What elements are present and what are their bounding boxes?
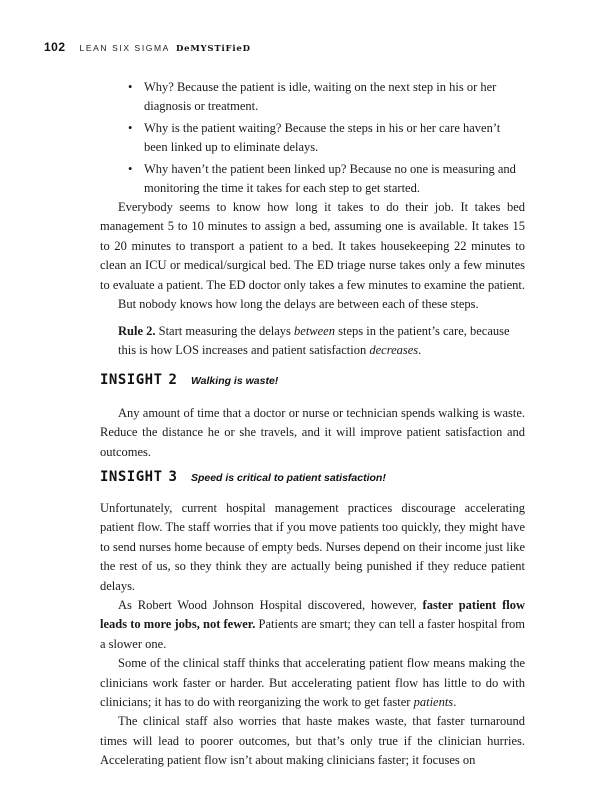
bullet-icon: • [128, 161, 133, 176]
paragraph [100, 654, 525, 712]
insight-keyword: INSIGHT [100, 372, 163, 388]
insight-2-heading [100, 372, 278, 388]
paragraph: But nobody knows how long the delays are between each of these steps. [118, 297, 479, 312]
paragraph: Any amount of time that a doctor or nurse or technician spends walking is waste. Reduce the distance he or she travels, and it will improve patient satisfaction and outcomes. [100, 406, 525, 459]
bullet-icon: • [128, 80, 133, 94]
rule-label: Rule 2. [118, 324, 156, 338]
bullet-list [100, 78, 525, 200]
insight-3-heading [100, 469, 386, 485]
bullet-text: Why is the patient waiting? Because the steps in his or her care haven’t been linked up to eliminate delays. [144, 120, 501, 155]
insight-number: 3 [168, 469, 177, 485]
paragraph: Everybody seems to know how long it takes to do their job. It takes bed management 5 to 10 minutes to assign a bed, assuming one is available. It takes 15 to 20 minutes to transport a patient to a bed. It takes housekeeping 22 minutes to clean an ICU or medical/surgical bed. The ED triage nurse takes only a few minutes to evaluate a patient. The ED doctor only takes a few minutes to examine the patient. [100, 200, 525, 292]
insight-subtitle: Walking is waste! [190, 375, 279, 387]
book-series: DeMYSTiFieD [175, 44, 251, 54]
paragraph-text: . [453, 695, 457, 710]
body-section-1 [100, 198, 525, 314]
rule-emphasis: decreases [369, 343, 419, 358]
paragraph-text: Patients are smart; they can tell a faster hospital from a slower one. [100, 617, 525, 651]
rule-emphasis: between [294, 324, 335, 338]
book-title: LEAN SIX SIGMA [79, 43, 170, 53]
paragraph: Unfortunately, current hospital management practices discourage accelerating patient flow. The staff worries that if you move patients too quickly, they might have to send nurses home because of empty beds. Nurses depend on their income just like the rest of us, so they think they are actually being punished if they reduce patient delays. [100, 501, 525, 593]
insight-3-body [100, 499, 525, 771]
list-item [100, 78, 525, 117]
bullet-text: Why haven’t the patient been linked up? Because no one is measuring and monitoring the time it takes for each step to get started. [144, 161, 516, 196]
paragraph [100, 596, 525, 654]
insight-keyword: INSIGHT [100, 469, 163, 485]
rule-text: Start measuring the delays [155, 324, 295, 338]
paragraph-text: Some of the clinical staff thinks that accelerating patient flow means making the clinicians work faster or harder. But accelerating patient flow has little to do with clinicians; it has to do with reorganizing the work to get faster [100, 656, 525, 710]
rule-text: . [418, 343, 422, 358]
list-item [100, 119, 525, 158]
insight-subtitle: Speed is critical to patient satisfaction! [190, 472, 386, 484]
insight-number: 2 [168, 372, 177, 388]
paragraph-emphasis: patients [413, 695, 454, 710]
page-number: 102 [44, 40, 66, 54]
paragraph: The clinical staff also worries that haste makes waste, that faster turnaround times will lead to poorer outcomes, but that’s only true if the clinician hurries. Accelerating patient flow isn’t about making clinicians faster; it focuses on [100, 714, 525, 768]
bullet-icon: • [128, 120, 133, 135]
rule-2 [118, 322, 525, 361]
running-head [44, 40, 251, 56]
rule-text: steps in the patient’s care, because this is how LOS increases and patient satisfaction [118, 324, 510, 358]
paragraph-bold: faster patient flow leads to more jobs, not fewer. [100, 598, 525, 632]
insight-2-body [100, 404, 525, 462]
bullet-text: Why? Because the patient is idle, waiting on the next step in his or her diagnosis or treatment. [144, 80, 497, 114]
paragraph-text: As Robert Wood Johnson Hospital discovered, however, [118, 598, 423, 613]
list-item [100, 160, 525, 199]
